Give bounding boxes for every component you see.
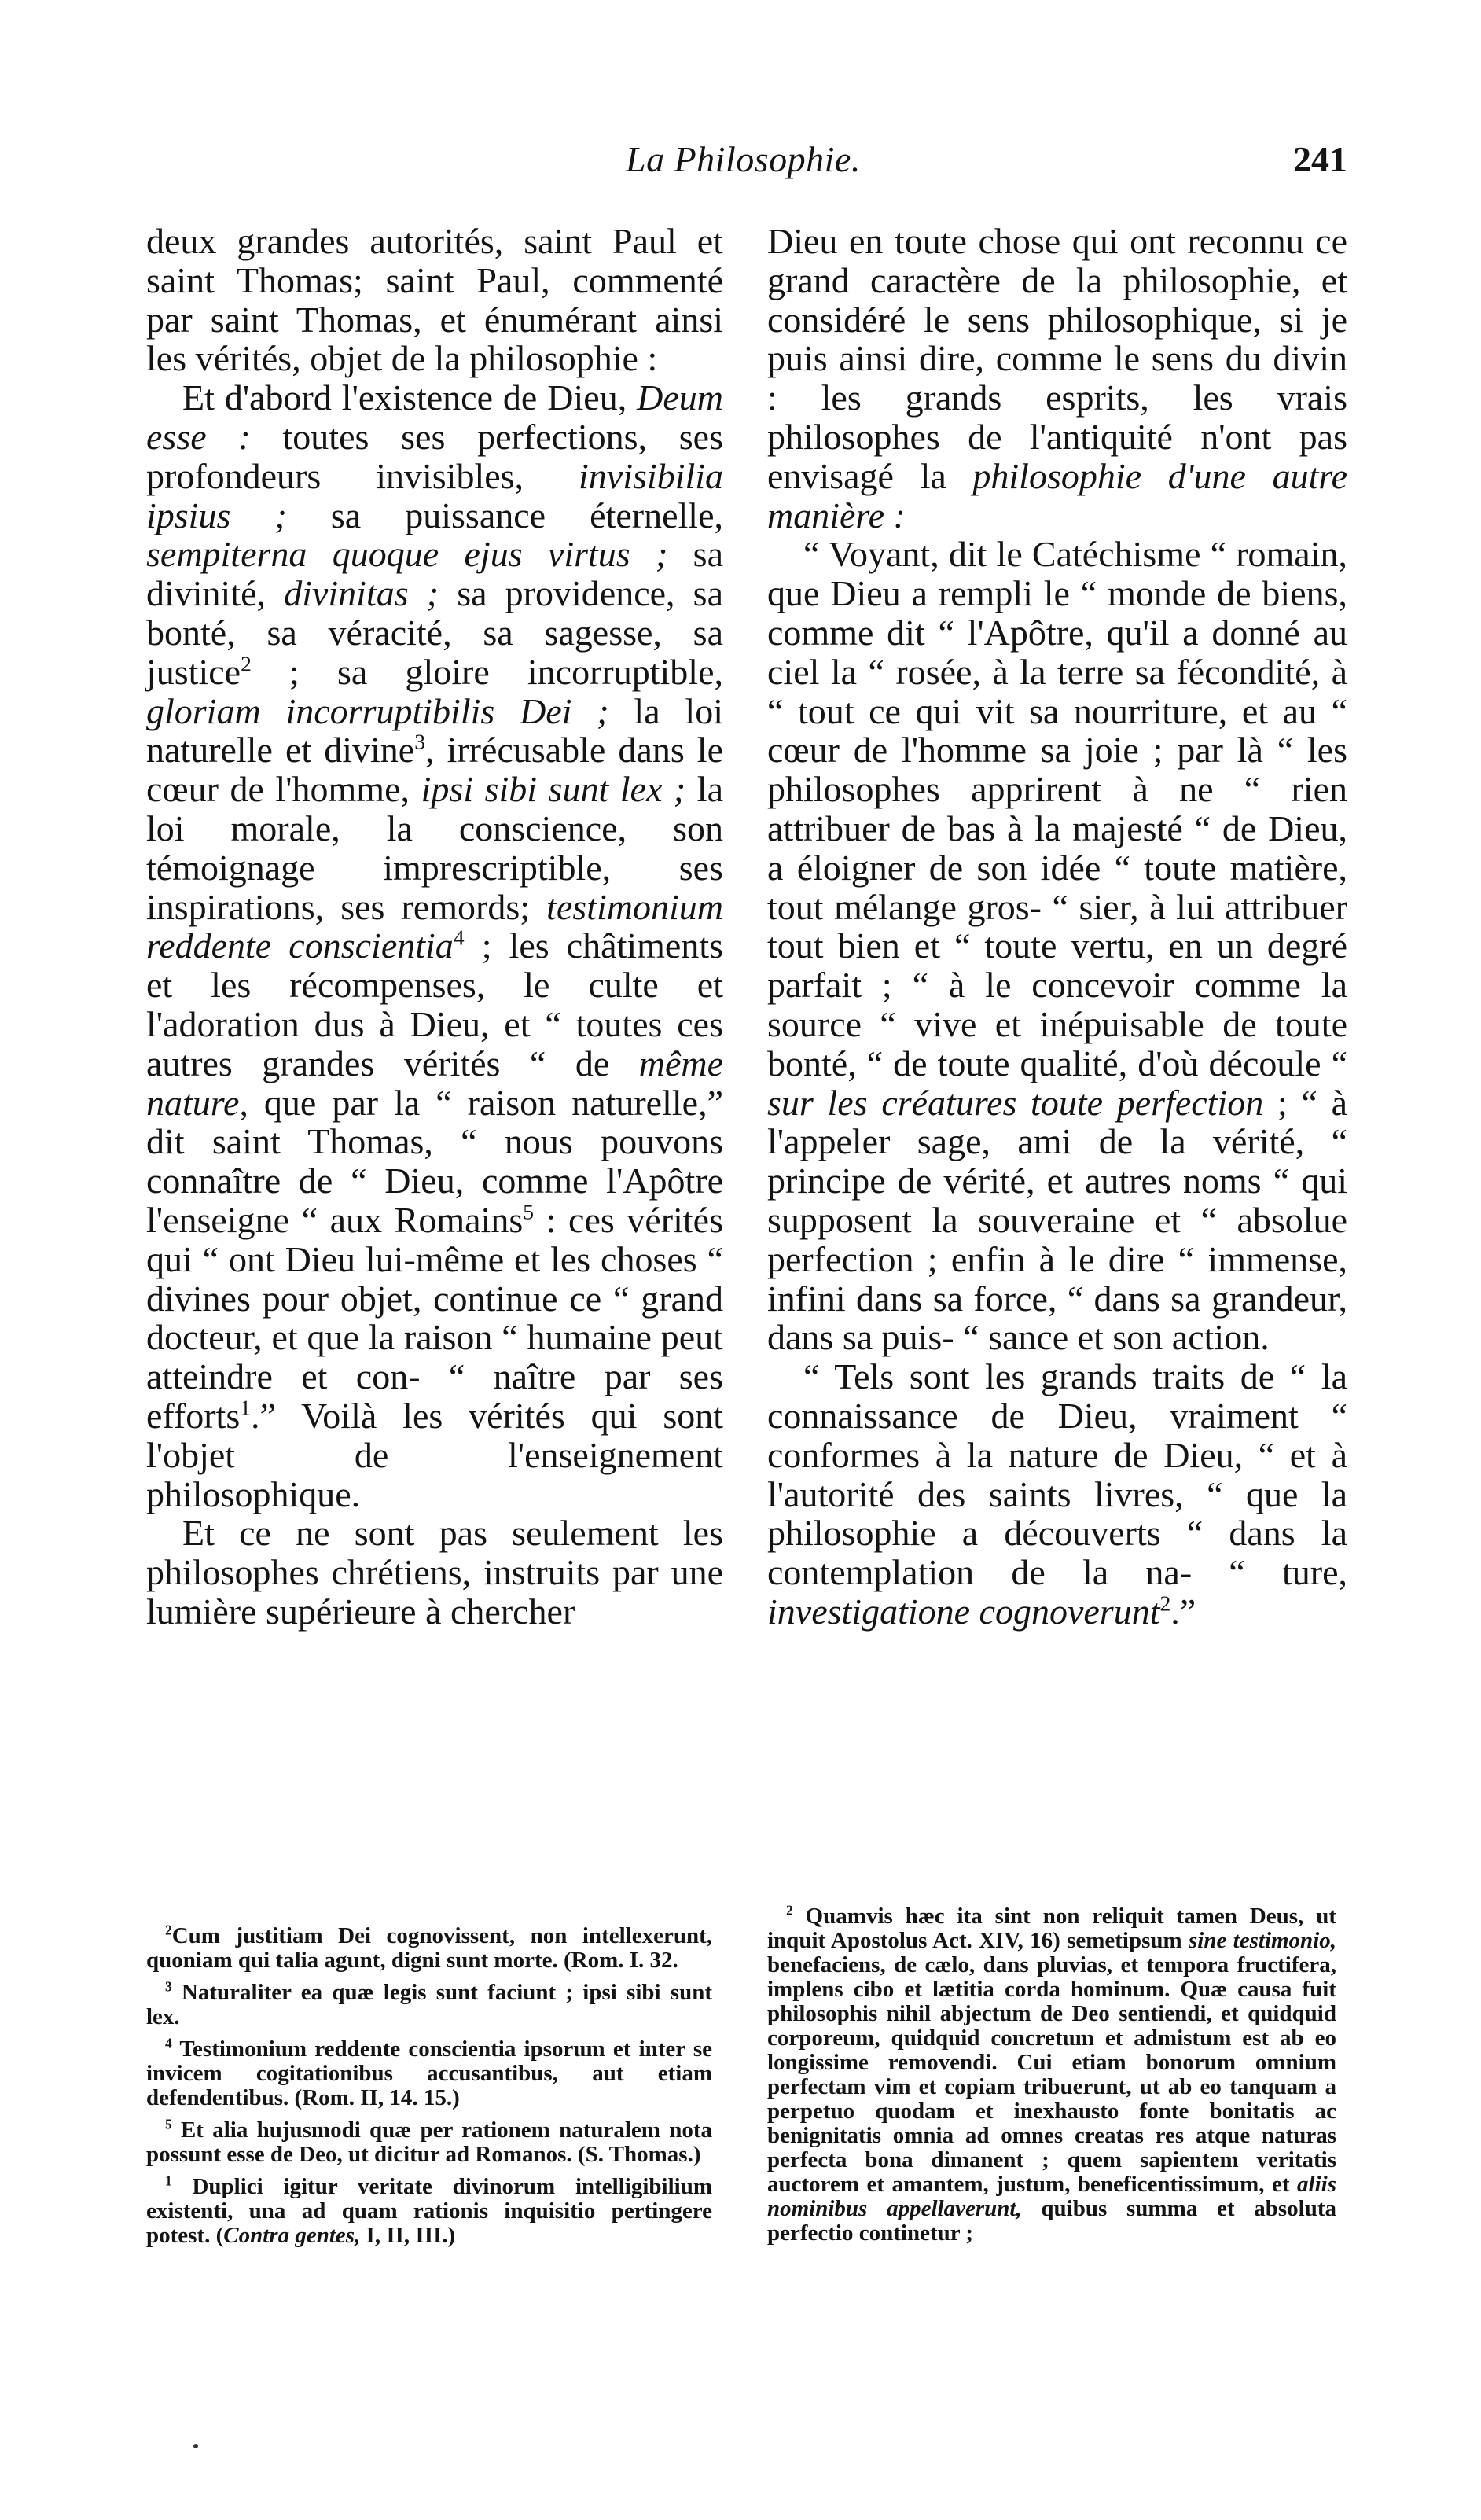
ink-speck (193, 2444, 198, 2448)
paragraph (146, 378, 723, 1514)
running-title: La Philosophie. (626, 139, 861, 179)
text-run: sa puissance éternelle, (286, 495, 723, 535)
note-marker: 2 (165, 1922, 172, 1938)
text-run: “ Voyant, dit le Catéchisme “ romain, que Dieu a rempli le “ monde de biens, comme dit “ l'Apôtre, qu'il a donné au ciel la “ rosée, à la terre sa fécondité, à “ tout ce qui vit sa nourriture, et au “ cœur de l'homme sa joie ; par là “ les philosophes apprirent à ne “ rien attribuer de bas à la majesté “ de Dieu, a éloigner de son idée “ toute matière, tout mélange gros- “ sier, à lui attribuer tout bien et “ toute vertu, en un degré parfait ; “ à le concevoir comme la source “ vive et inépuisable de toute bonté, “ de toute qualité, d'où découle “ (767, 534, 1347, 1083)
text-run: ; “ à l'appeler sage, ami de la vérité, “ principe de vérité, et autres noms “ qui supposent la souveraine et “ absolue perfection ; enfin à le dire “ immense, infini dans sa force, “ dans sa grandeur, dans sa puis- “ sance et son action. (767, 1082, 1347, 1358)
footnote (146, 2118, 712, 2167)
text-run: sa providence, sa bonté, sa véracité, sa sagesse, sa justice (146, 573, 723, 692)
text-run: , irrécusable dans le cœur de l'homme, (146, 730, 723, 810)
paragraph (146, 222, 723, 378)
left-footnotes (146, 1924, 712, 2256)
italic-text: sempiterna quoque ejus virtus ; (146, 534, 668, 575)
text-run: que par la “ raison naturelle,” dit saint Thomas, “ nous pouvons connaître de “ Dieu, comme l'Apôtre l'enseigne “ aux Romains (146, 1082, 723, 1240)
text-run: quibus summa et absoluta perfectio continetur ; (767, 2196, 1337, 2246)
right-footnotes (767, 1904, 1336, 2253)
italic-text: sur les créatures toute perfection (767, 1082, 1264, 1123)
paragraph (767, 535, 1347, 1357)
footnote (146, 1924, 712, 1973)
text-run: Testimonium reddente conscientia ipsorum et inter se invicem cogitationibus accusantibus, aut etiam defendentibus. (Rom. II, 14. 15.) (146, 2036, 712, 2110)
note-marker: 2 (786, 1902, 793, 1919)
text-run: sa divinité, (146, 534, 723, 614)
text-run: .” Voilà les vérités qui sont l'objet de l'enseignement philosophique. (146, 1395, 723, 1514)
text-run: Cum justitiam Dei cognovissent, non intellexerunt, quoniam qui talia agunt, digni sunt morte. (Rom. I. 32. (146, 1923, 712, 1973)
text-run: la loi naturelle et divine (146, 690, 723, 771)
note-marker: 3 (165, 1978, 172, 1995)
text-run: : ces vérités qui “ ont Dieu lui-même et les choses “ divines pour objet, continue ce “ grand docteur, et que la raison “ humaine peut atteindre et con- “ naître par ses efforts (146, 1199, 723, 1436)
italic-text: aliis nominibus appellaverunt, (767, 2172, 1336, 2221)
footnote (146, 2172, 712, 2248)
text-run: ; sa gloire incorruptible, (251, 651, 723, 692)
italic-text: Contra gentes, (223, 2223, 361, 2248)
note-marker: 4 (165, 2035, 172, 2051)
text-run: Dieu en toute chose qui ont reconnu ce grand caractère de la philosophie, et considéré le sens philosophique, si je puis ainsi dire, comme le sens du divin : les grands esprits, les vrais philosophes de l'antiquité n'ont pas envisagé la (767, 221, 1347, 496)
paragraph (767, 1357, 1347, 1632)
text-run: Et alia hujusmodi quæ per rationem naturalem nota possunt esse de Deo, ut dicitur ad Romanos. (S. Thomas.) (146, 2117, 712, 2167)
text-run: .” (1170, 1591, 1196, 1632)
italic-text: invisibilia ipsius ; (146, 455, 723, 535)
note-marker: 5 (523, 1199, 535, 1224)
text-run: Quamvis hæc ita sint non reliquit tamen Deus, ut inquit Apostolus Act. XIV, 16) semetipsum (767, 1904, 1336, 1953)
note-marker: 5 (165, 2116, 172, 2132)
text-run: “ Tels sont les grands traits de “ la connaissance de Dieu, vraiment “ conformes à la nature de Dieu, “ et à l'autorité des saints livres, “ que la philosophie a découverts “ dans la contemplation de la na- “ ture, (767, 1356, 1347, 1593)
text-run: I, II, III.) (360, 2223, 456, 2248)
italic-text: divinitas ; (284, 573, 439, 614)
page-number: 241 (1293, 139, 1347, 179)
page-header (146, 138, 1347, 189)
text-run: Naturaliter ea quæ legis sunt faciunt ; ipsi sibi sunt lex. (146, 1980, 712, 2029)
paragraph (767, 222, 1347, 535)
italic-text: sine testimonio, (1189, 1928, 1336, 1953)
text-run: Et d'abord l'existence de Dieu, (182, 377, 638, 418)
text-run: toutes ses perfections, ses profondeurs invisibles, (146, 416, 723, 496)
footnote (146, 2037, 712, 2110)
text-run: Duplici igitur veritate divinorum intelligibilium existenti, una ad quam rationis inquisitio pertingere potest. ( (146, 2174, 712, 2248)
note-marker: 4 (453, 925, 465, 951)
footnote (146, 1978, 712, 2029)
left-text-column (146, 222, 723, 1632)
italic-text: Deum esse : (146, 377, 723, 457)
text-run: ; les châtiments et les récompenses, le culte et l'adoration dus à Dieu, et “ toutes ces autres grandes vérités “ de (146, 925, 724, 1083)
paragraph (146, 1514, 723, 1631)
italic-text: ipsi sibi sunt lex ; (421, 769, 686, 810)
italic-text: investigatione cognoverunt (767, 1591, 1160, 1632)
text-run: deux grandes autorités, saint Paul et saint Thomas; saint Paul, commenté par saint Thomas, et énumérant ainsi les vérités, objet de la philosophie : (146, 221, 723, 379)
italic-text: testimonium reddente conscientia (146, 886, 723, 966)
italic-text: même nature, (146, 1043, 723, 1123)
text-run: la loi morale, la conscience, son témoignage imprescriptible, ses inspirations, ses remords; (146, 769, 723, 927)
italic-text: philosophie d'une autre manière : (767, 455, 1347, 535)
footnote (767, 1904, 1336, 2246)
note-marker: 2 (241, 651, 252, 676)
note-marker: 1 (165, 2172, 172, 2189)
note-marker: 1 (240, 1395, 252, 1420)
note-marker: 2 (1159, 1591, 1171, 1616)
text-run: Et ce ne sont pas seulement les philosophes chrétiens, instruits par une lumière supérieure à chercher (146, 1513, 723, 1632)
note-marker: 3 (414, 730, 426, 755)
text-run: benefaciens, de cælo, dans pluvias, et tempora fructifera, implens cibo et lætitia corda hominum. Quæ causa fuit philosophis nihil abjectum de Deo sentiendi, et quidquid corporeum, quidquid concretum et admistum est ab eo longissime removendi. Cui etiam bonorum omnium perfectam vim et copiam tribuerunt, ut ab eo tanquam a perpetuo quodam et inexhausto fonte bonitatis ac benignitatis omnia ad omnes creatas res atque naturas perfecta bona dimanent ; quem sapientem veritatis auctorem et amantem, justum, beneficentissimum, et (767, 1952, 1336, 2197)
right-text-column (767, 222, 1347, 1632)
italic-text: gloriam incorruptibilis Dei ; (146, 690, 609, 731)
